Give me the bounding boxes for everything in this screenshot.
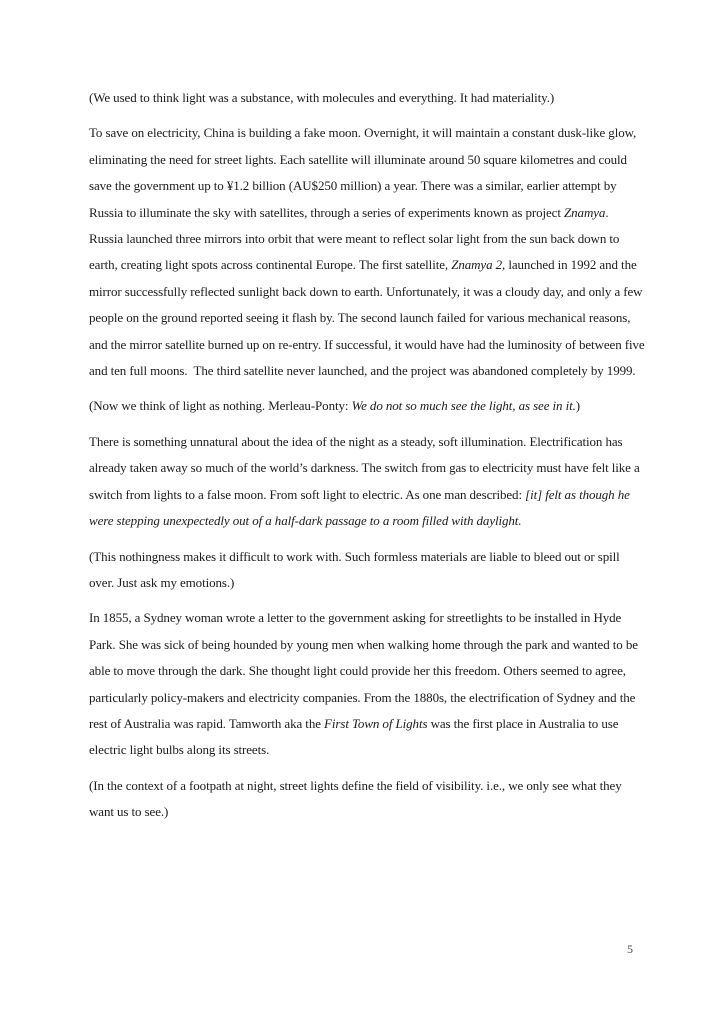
paragraph bbox=[89, 773, 645, 826]
text-run-italic: Znamya bbox=[564, 204, 606, 220]
paragraph bbox=[89, 120, 648, 384]
text-run: launched in 1992 and the mirror successfully reflected sunlight back down to earth. Unfortunately, it was a cloudy day, and only a few people on the ground reported seeing it flash by. The second launch failed for various mechanical reasons, and the mirror satellite burned up on re-entry. If successful, it would have had the luminosity of between five and ten full moons. The third satellite never launched, and the project was abandoned completely by 1999. bbox=[89, 257, 648, 379]
text-run: (We used to think light was a substance, with molecules and everything. It had materiality.) bbox=[89, 90, 555, 105]
paragraph bbox=[89, 85, 645, 111]
paragraph bbox=[89, 544, 645, 597]
paragraph bbox=[89, 393, 645, 419]
text-run: (This nothingness makes it difficult to work with. Such formless materials are liable to bleed out or spill over. Just ask my emotions.) bbox=[89, 548, 623, 590]
text-run: There is something unnatural about the idea of the night as a steady, soft illumination. Electrification has already taken away so much of the world’s darkness. The switch from gas to electricity must have felt like a switch from lights to a false moon. From soft light to electric. As one man described: bbox=[89, 433, 643, 502]
text-run: In 1855, a Sydney woman wrote a letter to the government asking for streetlights to be installed in Hyde Park. She was sick of being hounded by young men when walking home through the park and wanted to be able to move through the dark. She thought light could provide her this freedom. Others seemed to agree, particularly policy-makers and electricity companies. From the 1880s, the electrification of Sydney and the rest of Australia was rapid. Tamworth aka the bbox=[89, 610, 642, 731]
paragraph bbox=[89, 605, 645, 763]
text-run-italic: Znamya 2, bbox=[451, 257, 506, 273]
paragraph bbox=[89, 429, 645, 535]
page-text bbox=[89, 85, 648, 835]
text-run: was the first place in Australia to use electric light bulbs along its streets. bbox=[89, 715, 622, 758]
text-run-italic: First Town of Lights bbox=[324, 715, 428, 731]
text-run: (Now we think of light as nothing. Merleau-Ponty: bbox=[89, 398, 352, 414]
text-run: (In the context of a footpath at night, street lights define the field of visibility. i.e., we only see what they want us to see.) bbox=[89, 777, 625, 820]
text-run: ) bbox=[575, 398, 580, 414]
text-run-italic: [it] felt as though he were stepping unexpectedly out of a half-dark passage to a room filled with daylight. bbox=[89, 486, 633, 529]
text-run: . Russia launched three mirrors into orbit that were meant to reflect solar light from the sun back down to earth, creating light spots across continental Europe. The first satellite, bbox=[89, 204, 623, 273]
page-number: 5 bbox=[627, 942, 633, 956]
text-run-italic: We do not so much see the light, as see in it. bbox=[351, 398, 576, 414]
text-run: To save on electricity, China is building a fake moon. Overnight, it will maintain a constant dusk-like glow, eliminating the need for street lights. Each satellite will illuminate around 50 square kilometres and could save the government up to ¥1.2 billion (AU$250 million) a year. There was a similar, earlier attempt by Russia to illuminate the sky with satellites, through a series of experiments known as project bbox=[89, 125, 640, 220]
